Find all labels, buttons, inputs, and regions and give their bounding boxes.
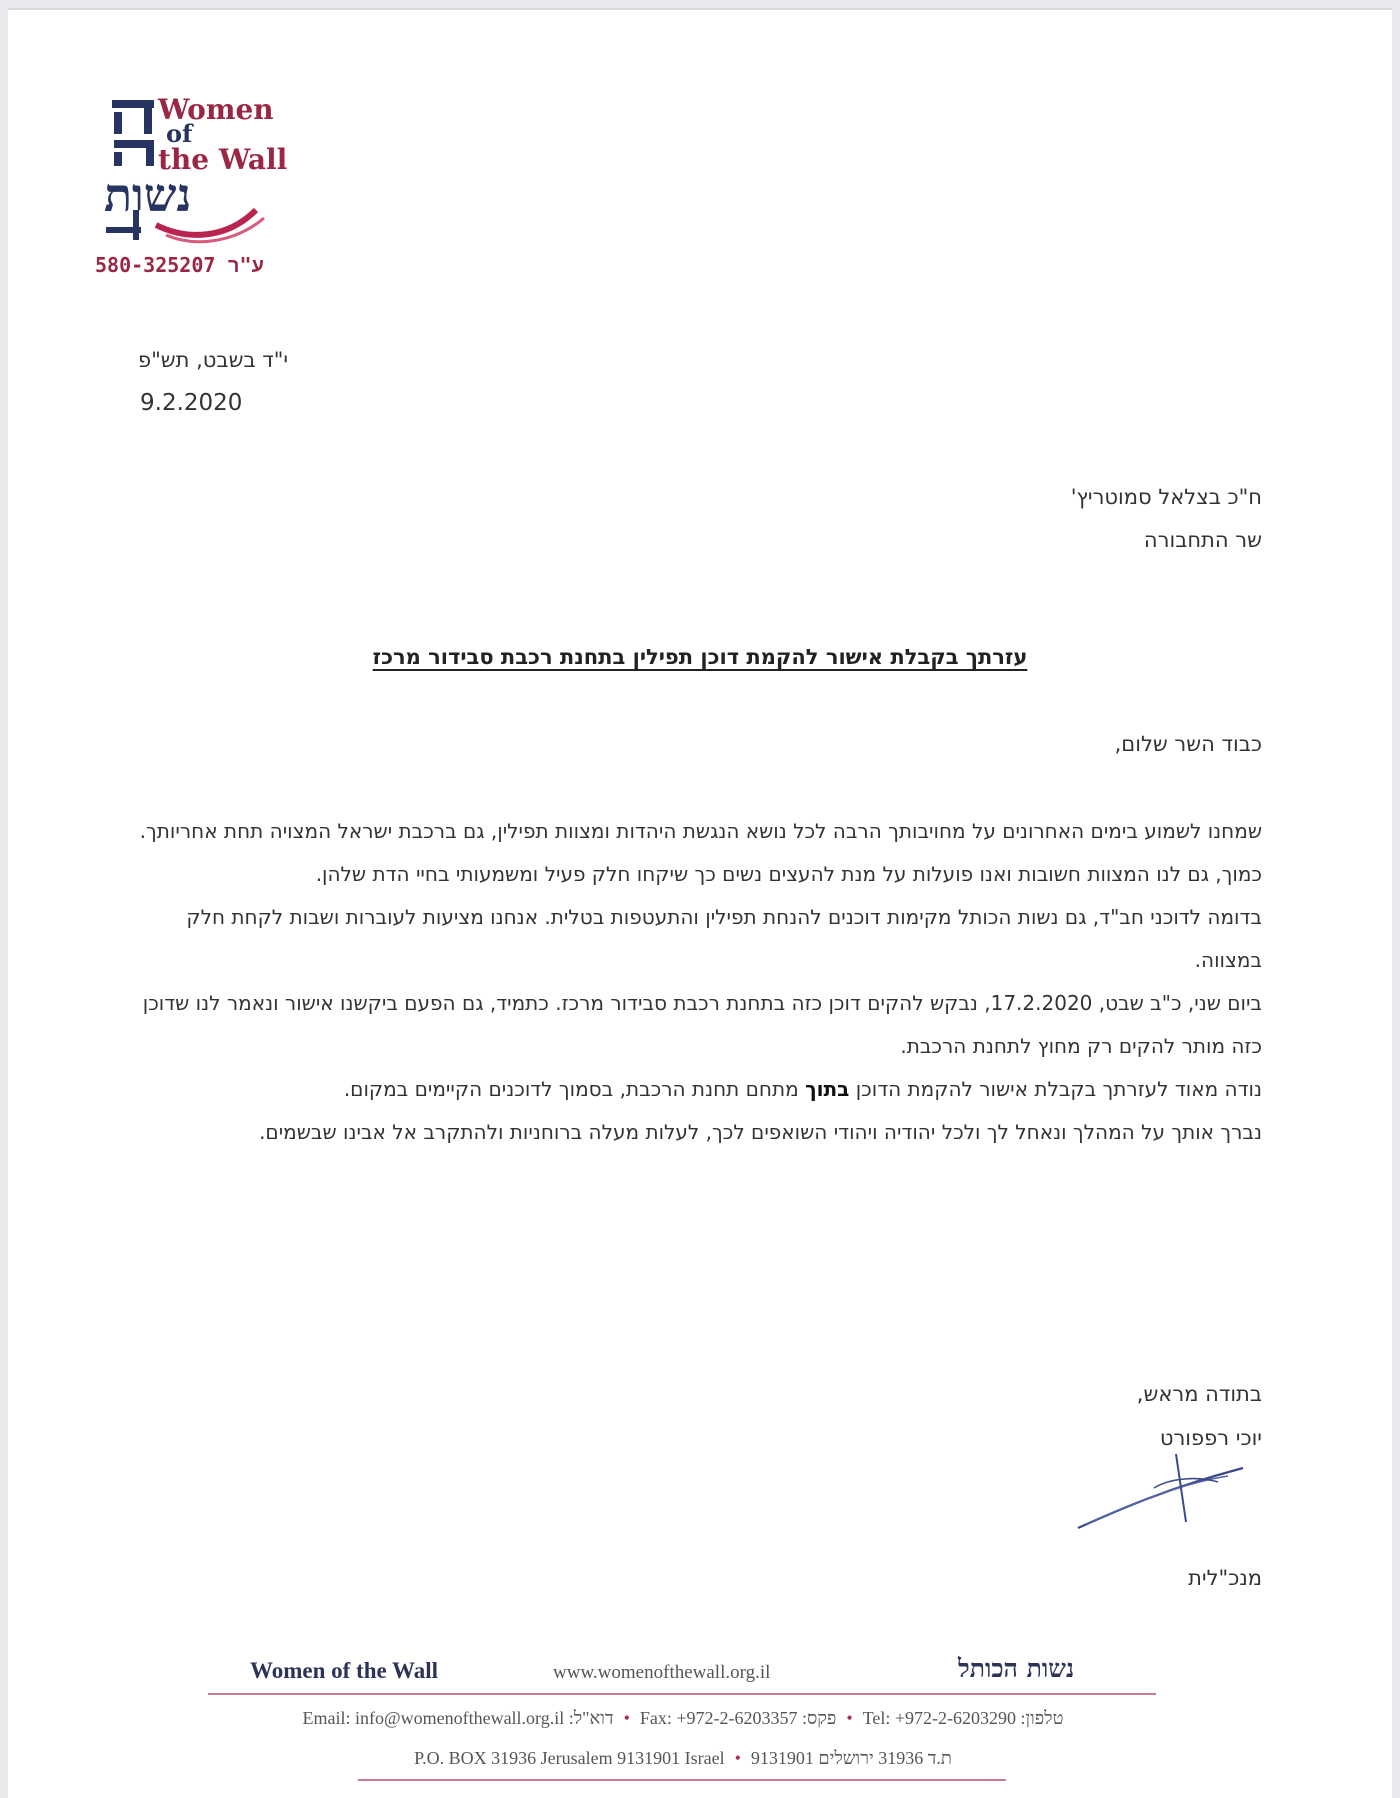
footer-org-name-en: Women of the Wall bbox=[250, 1658, 439, 1683]
footer-divider bbox=[358, 1779, 1006, 1781]
footer-website-link[interactable]: www.womenofthewall.org.il bbox=[553, 1662, 771, 1683]
body-paragraph bbox=[132, 1068, 1262, 1111]
gregorian-date: 9.2.2020 bbox=[140, 390, 243, 416]
letter-page bbox=[8, 8, 1392, 1798]
closing-thanks: בתודה מראש, bbox=[1136, 1382, 1262, 1406]
footer-address-en: P.O. BOX 31936 Jerusalem 9131901 Israel bbox=[414, 1748, 725, 1768]
footer-address bbox=[308, 1748, 1058, 1769]
recipient-role: שר התחבורה bbox=[1143, 528, 1262, 552]
body-paragraph: שמחנו לשמוע בימים האחרונים על מחויבותך הרבה לכל נושא הנגשת היהדות ומצוות תפילין, גם ברכבת ישראל המצויה תחת אחריותך. bbox=[139, 819, 1262, 843]
closing-block bbox=[1137, 1372, 1262, 1460]
organization-logo bbox=[96, 90, 296, 280]
body-paragraph: ביום שני, כ"ב שבט, 17.2.2020, נבקש להקים דוכן כזה בתחנת רכבת סבידור מרכז. כתמיד, גם הפעם ביקשנו אישור ונאמר לנו שדוכן כזה מותר להקים רק מחוץ לתחנת הרכבת. bbox=[142, 991, 1262, 1058]
footer-contacts bbox=[208, 1708, 1158, 1729]
handwritten-signature bbox=[1058, 1448, 1258, 1538]
logo-line-the-wall: the Wall bbox=[158, 143, 288, 176]
letter-subject: עזרתך בקבלת אישור להקמת דוכן תפילין בתחנת רכבת סבידור מרכז bbox=[372, 645, 1028, 669]
logo-line-of: of bbox=[166, 119, 193, 148]
hebrew-date: י"ד בשבט, תש"פ bbox=[138, 348, 289, 372]
signer-name: יוכי רפפורט bbox=[1159, 1426, 1262, 1450]
recipient-name: ח"כ בצלאל סמוטריץ' bbox=[1070, 485, 1262, 509]
letter-body bbox=[132, 810, 1262, 1154]
footer-fax: Fax: +972-2-6203357 :פקס bbox=[639, 1708, 837, 1728]
bullet-icon: • bbox=[623, 1708, 630, 1728]
logo-hebrew-text: נשות bbox=[104, 168, 192, 222]
footer-email-link[interactable]: Email: info@womenofthewall.org.il :דוא"ל bbox=[302, 1708, 614, 1728]
footer-org-name-he: נשות הכותל bbox=[958, 1654, 1075, 1683]
body-text-segment: נודה מאוד לעזרתך בקבלת אישור להקמת הדוכן bbox=[849, 1077, 1262, 1101]
footer-tel: Tel: +972-2-6203290 :טלפון bbox=[862, 1708, 1064, 1728]
body-paragraph: נברך אותך על המהלך ונאחל לך ולכל יהודיה ויהודי השואפים לכך, לעלות מעלה ברוחניות ולהתקרב אל אבינו שבשמים. bbox=[259, 1120, 1262, 1144]
registration-number: 580-325207 ע"ר bbox=[95, 253, 264, 277]
logo-line-women: Women bbox=[158, 93, 274, 126]
signer-title: מנכ"לית bbox=[1188, 1566, 1262, 1590]
body-emphasis: בתוך bbox=[805, 1077, 850, 1101]
body-text-segment: מתחם תחנת הרכבת, בסמוך לדוכנים הקיימים במקום. bbox=[343, 1077, 806, 1101]
letter-greeting: כבוד השר שלום, bbox=[1114, 732, 1262, 756]
bullet-icon: • bbox=[734, 1748, 741, 1768]
recipient-block bbox=[1071, 476, 1262, 562]
bullet-icon: • bbox=[846, 1708, 853, 1728]
body-paragraph: כמוך, גם לנו המצוות חשובות ואנו פועלות על מנת להעצים נשים כך שיקחו חלק פעיל ומשמעותי בחיי הדת שלהן. bbox=[315, 862, 1262, 886]
body-paragraph: בדומה לדוכני חב"ד, גם נשות הכותל מקימות דוכנים להנחת תפילין והתעטפות בטלית. אנחנו מציעות לעוברות ושבות לקחת חלק במצווה. bbox=[186, 905, 1262, 972]
footer-address-he: ת.ד 31936 ירושלים 9131901 bbox=[750, 1748, 952, 1768]
footer-divider bbox=[208, 1693, 1156, 1695]
